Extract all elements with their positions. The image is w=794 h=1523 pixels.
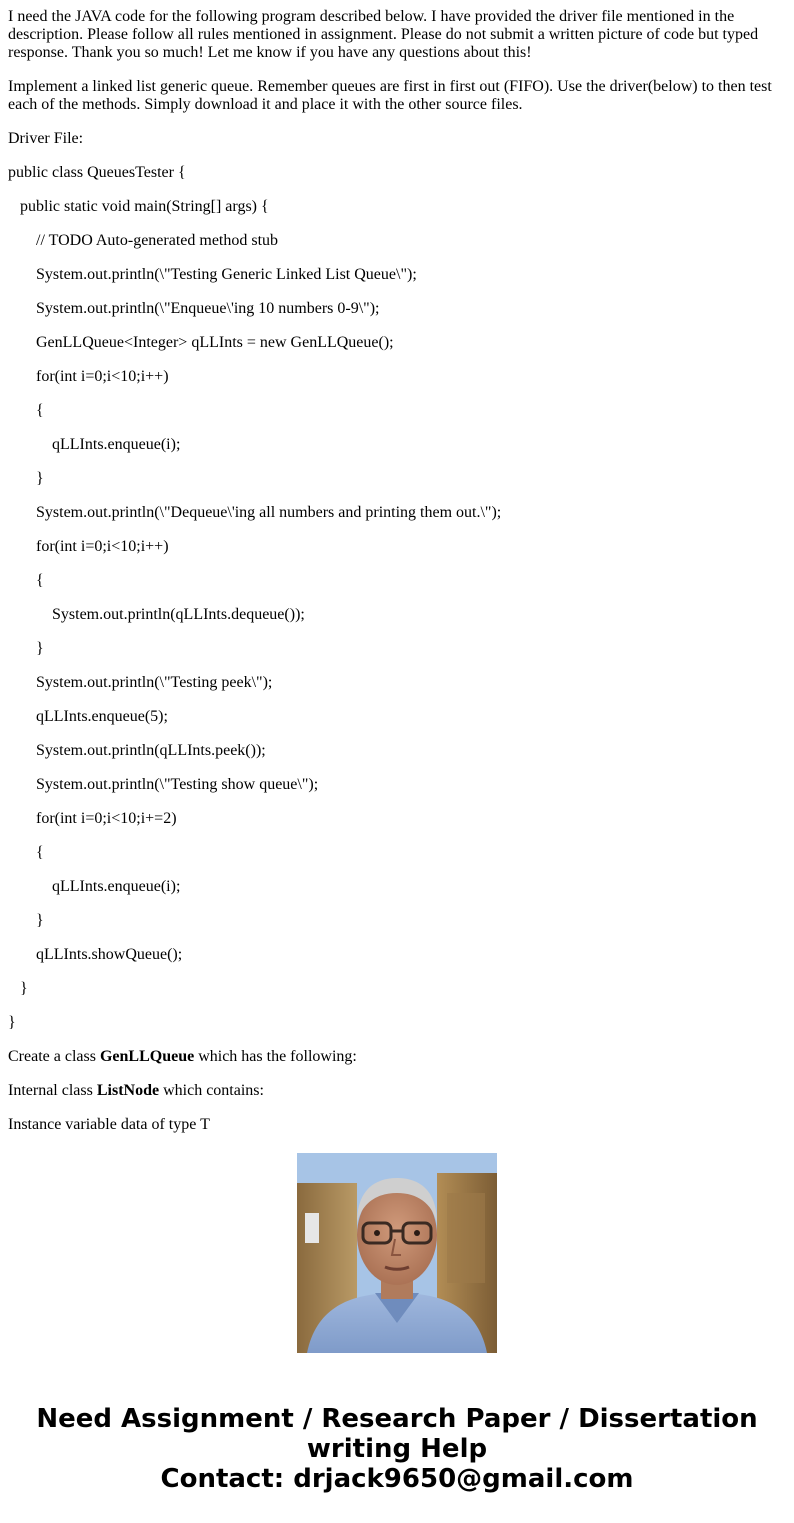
code-line: System.out.println(\"Enqueue\'ing 10 numbers 0-9\"); (8, 300, 380, 317)
code-line: // TODO Auto-generated method stub (8, 232, 279, 249)
create-class-suffix: which has the following: (194, 1048, 357, 1065)
code-line: GenLLQueue<Integer> qLLInts = new GenLLQueue(); (8, 334, 394, 351)
code-line: } (8, 912, 44, 929)
question-document (8, 8, 788, 1133)
tutor-avatar (297, 1153, 497, 1353)
internal-class-name: ListNode (96, 1082, 160, 1099)
internal-class-prefix: Internal class (8, 1082, 97, 1099)
create-class-paragraph (8, 1048, 788, 1066)
code-line: System.out.println(\"Testing show queue\"); (8, 776, 319, 793)
code-line: System.out.println(qLLInts.peek()); (8, 742, 266, 759)
code-line: qLLInts.enqueue(i); (8, 436, 181, 453)
intro-paragraph: I need the JAVA code for the following program described below. I have provided the driver file mentioned in the description. Please follow all rules mentioned in assignment. Please do not submit a written picture of code but typed response. Thank you so much! Let me know if you have any questions about this! (8, 8, 759, 61)
code-line: qLLInts.showQueue(); (8, 946, 183, 963)
code-line: qLLInts.enqueue(i); (8, 878, 181, 895)
code-line: } (8, 470, 44, 487)
footer-line-2: writing Help (306, 1434, 488, 1464)
footer-line-1: Need Assignment / Research Paper / Dissertation (36, 1404, 758, 1434)
code-line: public static void main(String[] args) { (8, 198, 269, 215)
internal-class-paragraph (8, 1082, 788, 1100)
code-line: } (8, 1014, 16, 1031)
driver-heading: Driver File: (8, 130, 84, 147)
driver-code-block (8, 164, 788, 1032)
internal-class-suffix: which contains: (159, 1082, 264, 1099)
code-line: System.out.println(qLLInts.dequeue()); (8, 606, 305, 623)
code-line: System.out.println(\"Testing peek\"); (8, 674, 273, 691)
code-line: { (8, 402, 44, 419)
code-line: System.out.println(\"Dequeue\'ing all numbers and printing them out.\"); (8, 504, 502, 521)
code-line: { (8, 572, 44, 589)
code-line: } (8, 980, 28, 997)
footer-banner (0, 1404, 794, 1494)
code-line: for(int i=0;i<10;i++) (8, 368, 169, 385)
instance-variable-paragraph: Instance variable data of type T (8, 1116, 210, 1133)
code-line: for(int i=0;i<10;i+=2) (8, 810, 177, 827)
code-line: System.out.println(\"Testing Generic Linked List Queue\"); (8, 266, 417, 283)
code-line: qLLInts.enqueue(5); (8, 708, 168, 725)
code-line: public class QueuesTester { (8, 164, 186, 181)
task-paragraph: Implement a linked list generic queue. Remember queues are first in first out (FIFO). Use the driver(below) to then test each of the methods. Simply download it and place it with the other source files. (8, 78, 772, 113)
code-line: { (8, 844, 44, 861)
create-class-name: GenLLQueue (99, 1048, 195, 1065)
code-line: for(int i=0;i<10;i++) (8, 538, 169, 555)
create-class-prefix: Create a class (8, 1048, 100, 1065)
footer-contact: Contact: drjack9650@gmail.com (160, 1464, 634, 1494)
code-line: } (8, 640, 44, 657)
